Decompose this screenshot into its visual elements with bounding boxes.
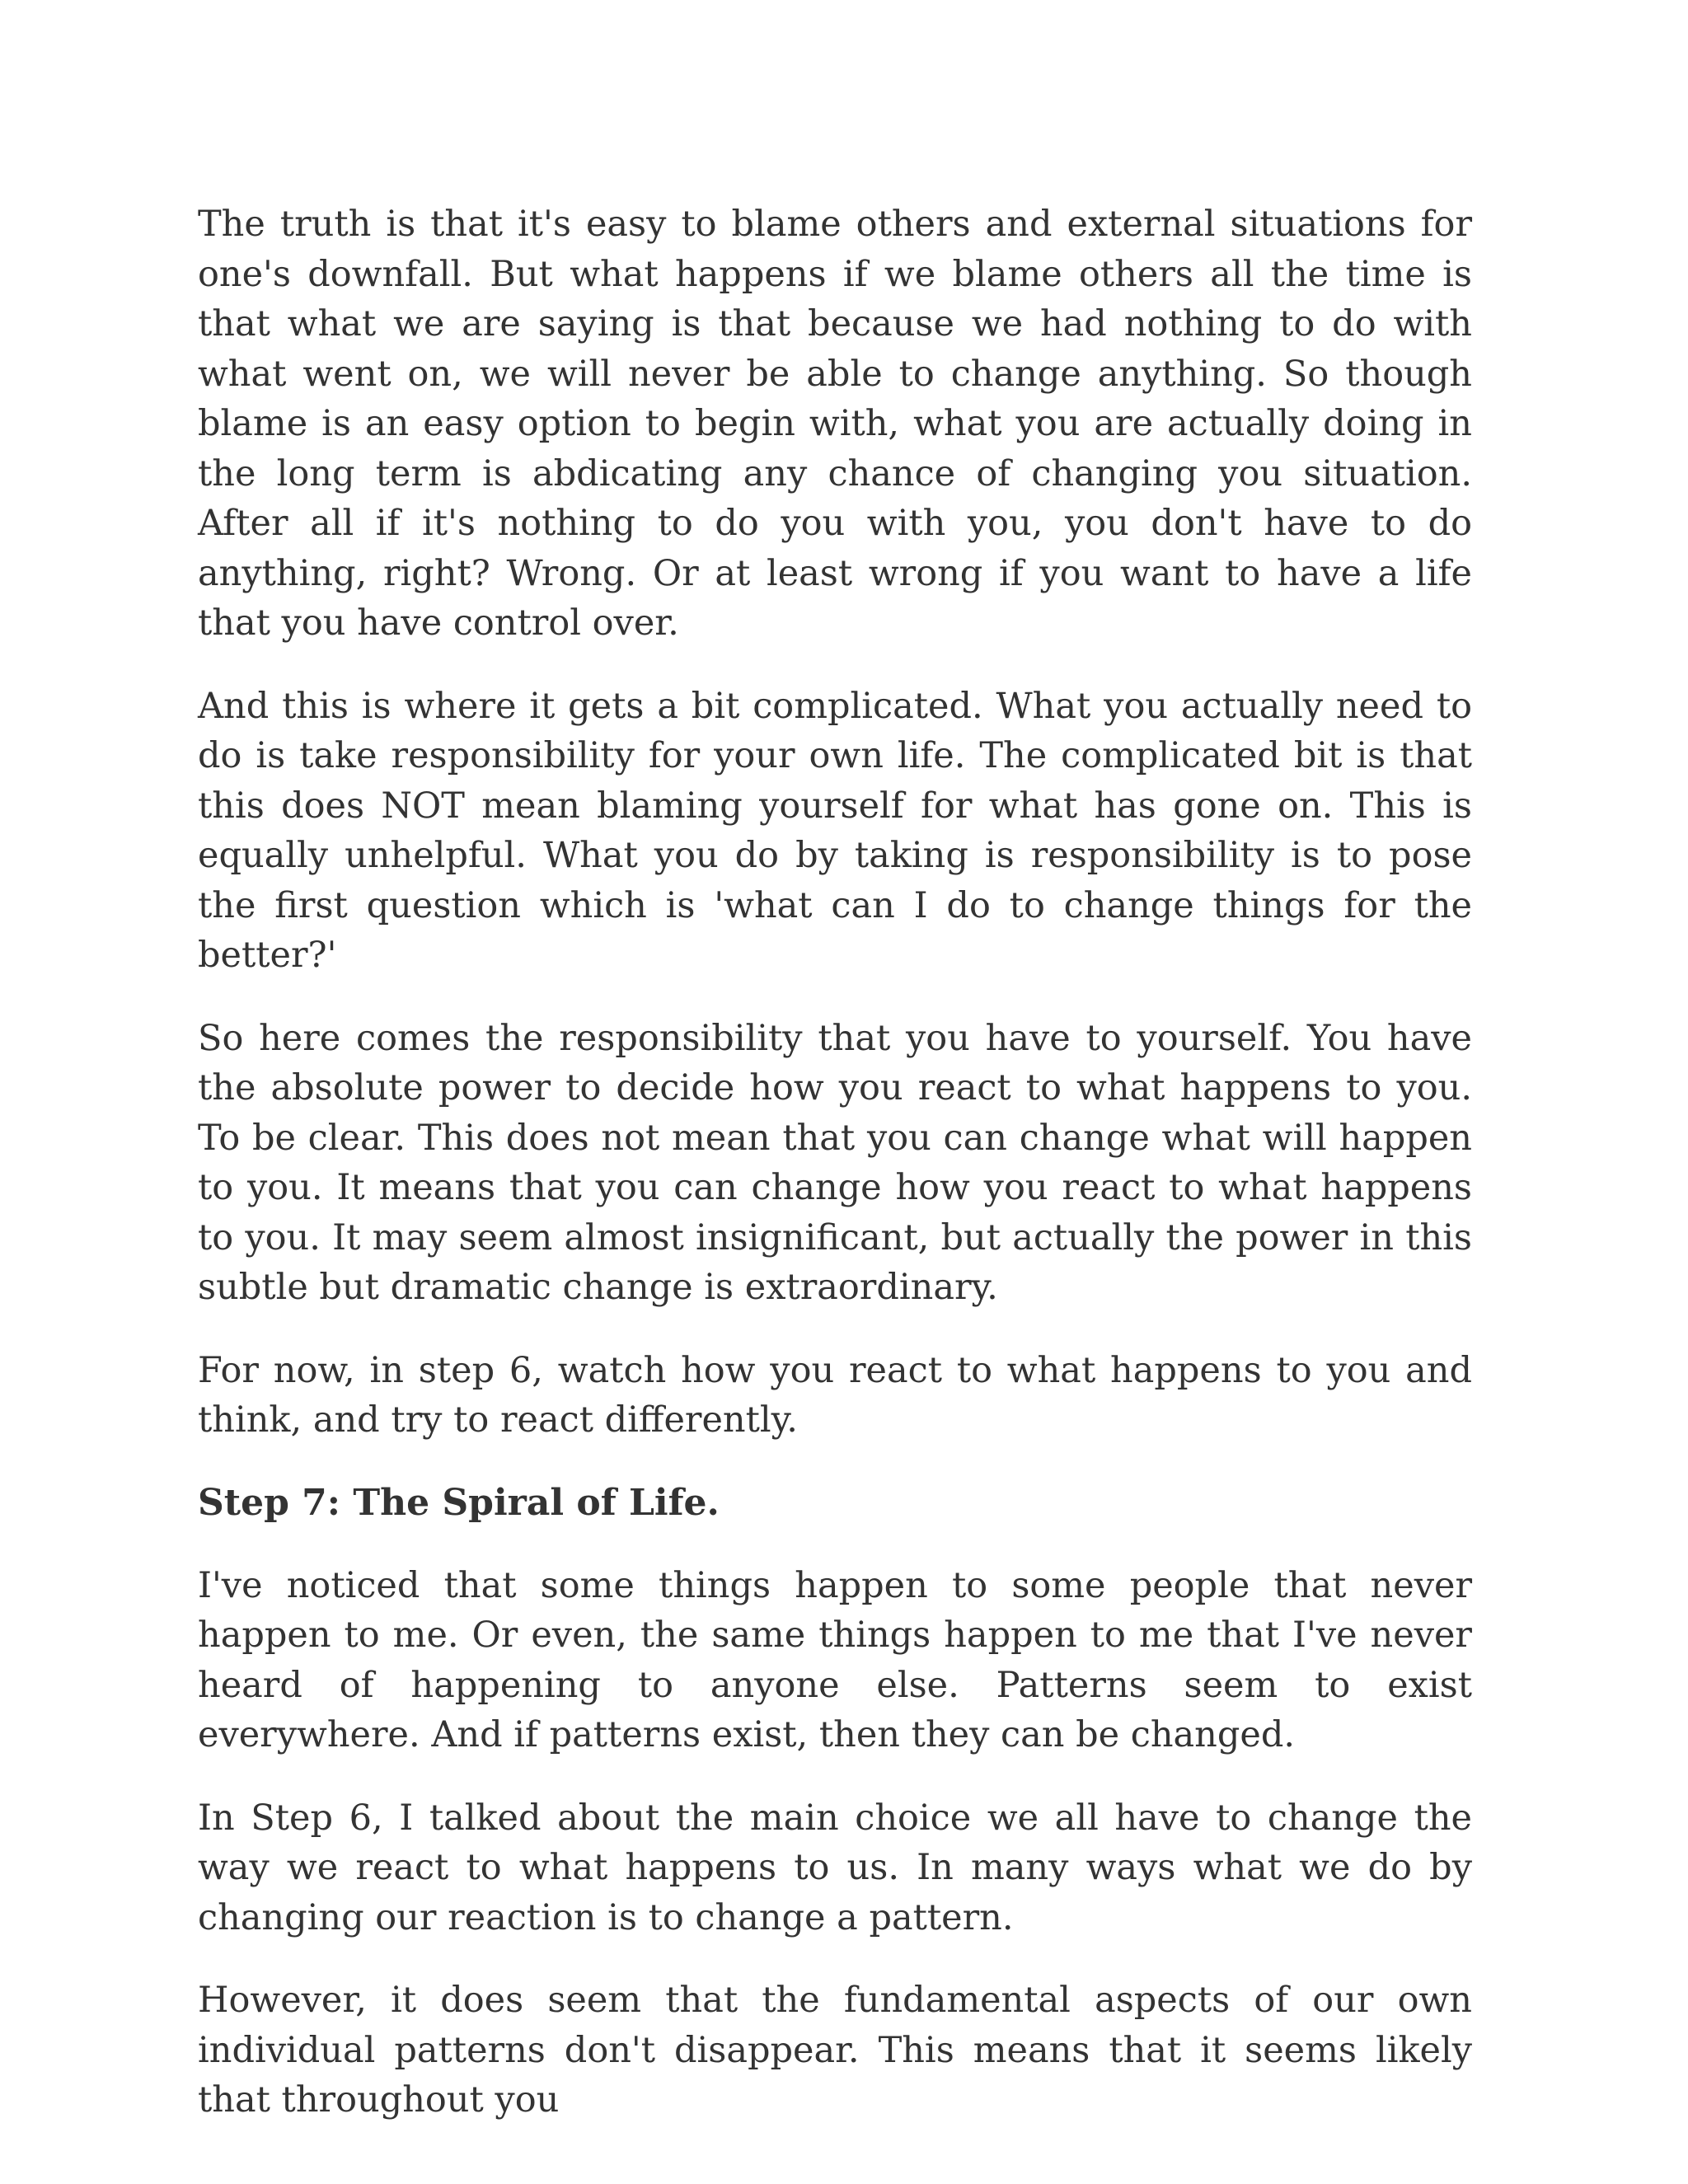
paragraph-power-to-react: So here comes the responsibility that you have to yourself. You have the absolute power to decide how you react to what happens to you. To be clear. This does not mean that you can change what will happen to you. It means that you can change how you react to what happens to you. It may seem almost insignificant, but actually the power in this subtle but dramatic change is extraordinary. xyxy=(198,1017,1472,1308)
paragraph-responsibility: And this is where it gets a bit complicated. What you actually need to do is take responsibility for your own life. The complicated bit is that this does NOT mean blaming yourself for what has gone on. This is equally unhelpful. What you do by taking is responsibility is to pose the first question which is 'what can I do to change things for the better?' xyxy=(198,685,1472,976)
document-page xyxy=(198,199,1472,2158)
paragraph-blame: The truth is that it's easy to blame others and external situations for one's downfall. But what happens if we blame others all the time is that what we are saying is that because we had nothing to do with what went on, we will never be able to change anything. So though blame is an easy option to begin with, what you are actually doing in the long term is abdicating any chance of changing you situation. After all if it's nothing to do you with you, you don't have to do anything, right? Wrong. Or at least wrong if you want to have a life that you have control over. xyxy=(198,204,1472,644)
section-heading-step-7: Step 7: The Spiral of Life. xyxy=(198,1481,720,1524)
paragraph-fundamental-patterns: However, it does seem that the fundamental aspects of our own individual patterns don't disappear. This means that it seems likely that throughout you xyxy=(198,1980,1472,2121)
paragraph-changing-pattern: In Step 6, I talked about the main choice we all have to change the way we react to what happens to us. In many ways what we do by changing our reaction is to change a pattern. xyxy=(198,1797,1472,1938)
paragraph-step-6-exercise: For now, in step 6, watch how you react to what happens to you and think, and try to react differently. xyxy=(198,1349,1472,1441)
paragraph-patterns: I've noticed that some things happen to some people that never happen to me. Or even, the same things happen to me that I've never heard of happening to anyone else. Patterns seem to exist everywhere. And if patterns exist, then they can be changed. xyxy=(198,1564,1472,1755)
